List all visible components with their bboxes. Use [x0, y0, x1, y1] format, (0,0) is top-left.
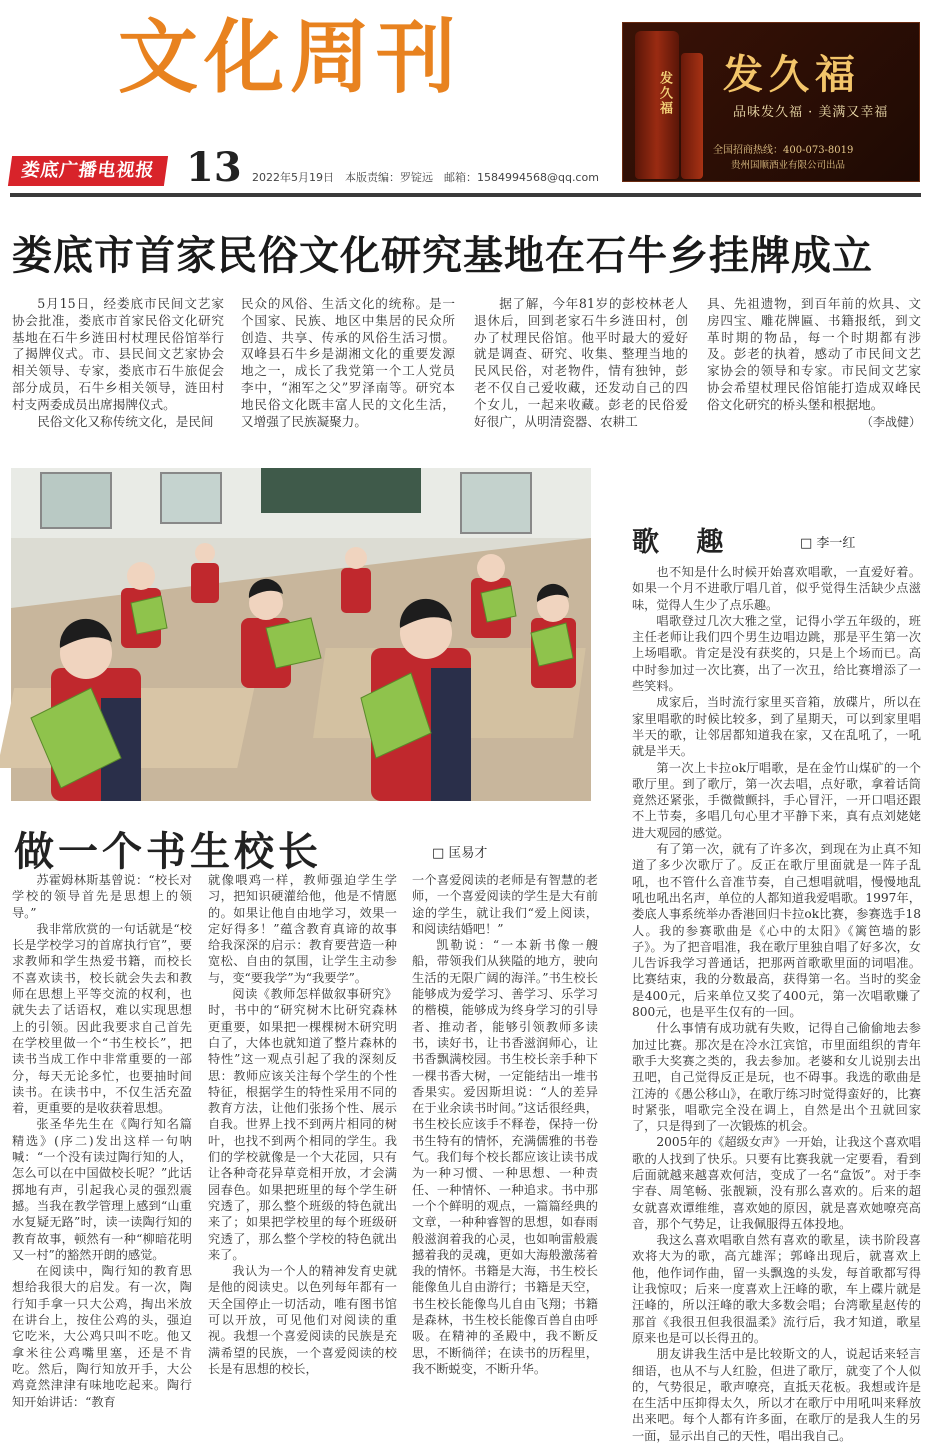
paragraph: 据了解，今年81岁的彭校林老人退休后，回到老家石牛乡涟田村，创办了杖理民俗馆。他平时最大的爱好就是调查、研究、收集、整理当地的民风民俗，对老物件，情有独钟，彭老不仅自己爱收藏，还发动自己的四个女儿，一起来收藏。彭老的民俗爱好很广，从明清瓷器、农耕工 [474, 296, 688, 429]
paragraph: 我认为一个人的精神发育史就是他的阅读史。以色列每年都有一天全国停止一切活动，唯有图书馆可以开放，可见他们对阅读的重视。我想一个喜爱阅读的民族是充满希望的民族，一个喜爱阅读的校长是有思想的校长， [208, 1264, 397, 1376]
article3-body [632, 564, 921, 1444]
paragraph: 一个喜爱阅读的老师是有智慧的老师，一个喜爱阅读的学生是大有前途的学生，就让我们“爱上阅读，和阅读结婚吧！” [412, 873, 598, 936]
paragraph: 第一次上卡拉ok厅唱歌，是在金竹山煤矿的一个歌厅里。到了歌厅，第一次去唱，点好歌，拿着话筒竟然还紧张，手微微颤抖，手心冒汗，一开口唱还跟不上节奏，多唱几句心里才平静下来，真有点刘姥姥进大观园的感觉。 [632, 760, 921, 840]
paragraph: 我非常欣赏的一句话就是“校长是学校学习的首席执行官”，要求教师和学生热爱书籍，而校长不喜欢读书，校长就会失去和教师在思想上平等交流的权利，也就失去了话语权，难以实现思想上的引领。因此我要求自己首先在学校里做一个“书生校长”，把读书当成工作中非常重要的一部分，每天无论多忙，也要抽时间读书。在读书中，不仅生活充盈着，更重要的是收获着思想。 [12, 921, 192, 1116]
paragraph: 我这么喜欢唱歌自然有喜欢的歌星，读书阶段喜欢将大为的歌，高亢雄浑；郭峰出现后，就喜欢上他，他作词作曲，留一头飘逸的头发，每首歌都写得让我惊叹；后来一度喜欢上汪峰的歌，车上碟片就是汪峰的，所以汪峰的歌大多数会唱；台湾歌星赵传的那首《我很丑但我很温柔》流行后，我才知道，歌星原来也是可以长得丑的。 [632, 1233, 921, 1345]
paragraph: 朋友讲我生活中是比较斯文的人，说起话来轻言细语，也从不与人红脸，但进了歌厅，就变了个人似的，气势很足，歌声嘹亮，直抵天花板。我想或许是在生活中压抑得太久，所以才在歌厅中用吼叫来释放出来吧。每个人都有许多面，在歌厅的是我人生的另一面，显示出自己的天性，唱出我自己。 [632, 1347, 921, 1443]
article2-title: 做一个书生校长 [14, 829, 322, 875]
paragraph: 在阅读中，陶行知的教育思想给我很大的启发。有一次，陶行知手拿一只大公鸡，掏出米放在讲台上，按住公鸡的头，强迫它吃米，大公鸡只叫不吃。他又拿米往公鸡嘴里塞，还是不肯吃。然后，陶行知放开手，大公鸡竟然津津有味地吃起来。陶行知开始讲话：“教育 [12, 1264, 192, 1409]
paragraph: 就像喂鸡一样，教师强迫学生学习，把知识硬灌给他，他是不情愿的。如果让他自由地学习，效果一定好得多！”蕴含教育真谛的故事给我深深的启示：教育要营造一种宽松、自由的氛围，让学生主动参与，变“要我学”为“我要学”。 [208, 873, 397, 985]
article1-author: （李战健） [860, 414, 921, 429]
article2-column-2 [208, 872, 397, 1377]
page-info: 2022年5月19日 本版责编：罗锭远 邮箱：1584994568@qq.com [252, 171, 599, 184]
ad-company: 贵州国顺酒业有限公司出品 [731, 160, 846, 171]
article1-column-3 [474, 296, 688, 430]
paragraph: 具、先祖遗物，到百年前的炊具、文房四宝、雕花牌匾、书籍报纸，到文革时期的物品，每一个时期都有涉及。彭老的执着，感动了市民间文艺家协会的领导和专家。市民间文艺家协会希望杖理民俗馆能打造成双峰民俗文化研究的桥头堡和根据地。 [707, 296, 921, 412]
article3-title: 歌 趣 [632, 527, 738, 558]
paragraph: 民众的风俗、生活文化的统称。是一个国家、民族、地区中集居的民众所创造、共享、传承的风俗生活习惯。双峰县石牛乡是湖湘文化的重要发源地之一，成长了我党第一个工人党员李中，“湘军之父”罗泽南等。研究本地民俗文化既丰富人民的文化生活，又增强了民族凝聚力。 [241, 296, 455, 429]
advertisement[interactable] [622, 22, 920, 182]
paragraph: 2005年的《超级女声》一开始，让我这个喜欢唱歌的人找到了快乐。只要有比赛我就一定要看，看到后面就越来越喜欢何洁，变成了一名“盒饭”。对于李宇春、周笔畅、张靓颖，没有那么喜欢的。后来的超女就喜欢谭维维，喜欢她的原因，就是喜欢她嘹亮高音，那个气势足，让我佩服得五体投地。 [632, 1135, 921, 1231]
header-rule [10, 193, 921, 197]
paper-name-badge: 娄底广播电视报 [8, 156, 168, 186]
paragraph: 民俗文化又称传统文化，是民间 [37, 413, 214, 429]
paragraph: 也不知是什么时候开始喜欢唱歌，一直爱好着。如果一个月不进歌厅唱几首，似乎觉得生活缺少点滋味，觉得人生少了点乐趣。 [632, 565, 921, 612]
article3-author: □ 李一红 [800, 536, 856, 551]
article1-column-1 [12, 296, 224, 430]
ad-slogan: 品味发久福 · 美满又幸福 [733, 105, 889, 120]
ad-brand: 发久福 [723, 51, 861, 98]
article2-author: □ 匡易才 [432, 846, 488, 861]
paragraph: 凯勒说：“一本新书像一艘船，带领我们从狭隘的地方，驶向生活的无限广阔的海洋。”书生校长能够成为爱学习、善学习、乐学习的楷模，能够成为终身学习的引导者、推动者，能够引领教师多读书，读好书，让书香滋润师心，让书香飘满校园。书生校长亲手种下一棵书香大树，一定能结出一堆书香果实。爱因斯坦说：“人的差异在于业余读书时间。”这话很经典，书生校长应该手不释卷，保持一份书生特有的情怀，充满儒雅的书卷气。我们每个校长都应该让读书成为一种习惯、一种思想、一种责任、一种情怀、一种追求。书中那一个个鲜明的观点，一篇篇经典的文章，一种种睿智的思想，如春雨般滋润着我的心灵，也如响雷般震撼着我的灵魂，更如大海般激荡着我的情怀。书籍是大海，书生校长能像鱼儿自由游行；书籍是天空，书生校长能像鸟儿自由飞翔；书籍是森林，书生校长能像百兽自由呼吸。在精神的圣殿中，我不断反思，不断徜徉；在读书的历程里，我不断蜕变，不断升华。 [412, 938, 598, 1376]
ad-bottle-image-2 [681, 53, 703, 179]
article1-column-2 [241, 296, 455, 430]
paragraph: 有了第一次，就有了许多次，到现在为止真不知道了多少次歌厅了。反正在歌厅里面就是一阵子乱吼，也不管什么音准节奏，自己想唱就唱，慢慢地乱吼也吼出名声，单位的人都知道我爱唱歌。1997年，娄底人事系统举办香港回归卡拉ok比赛，参赛选手18人。我的参赛歌曲是《心中的太阳》《篱笆墙的影子》。为了把音唱准，我在歌厅里独自唱了好多次，女儿告诉我学习普通话，把那两首歌歌里面的词唱准。比赛结束，我的分数最高，获得第一名。当时的奖金是400元，后来单位又奖了400元，第一次唱歌赚了800元，也是平生仅有的一回。 [632, 842, 921, 1020]
page-number: 13 [186, 144, 242, 191]
paragraph: 5月15日，经娄底市民间文艺家协会批准，娄底市首家民俗文化研究基地在石牛乡涟田村杖理民俗馆举行了揭牌仪式。市、县民间文艺家协会相关领导、专家，娄底市石牛旅促会部分成员，石牛乡相关领导，涟田村村支两委成员出席揭牌仪式。 [12, 296, 224, 412]
paragraph: 苏霍姆林斯基曾说：“校长对学校的领导首先是思想上的领导。” [12, 873, 192, 920]
paragraph: 张圣华先生在《陶行知名篇精选》(序二)发出这样一句呐喊：“一个没有读过陶行知的人，怎么可以在中国做校长呢？”此话掷地有声，引起我心灵的强烈震撼。当我在教学管理上感到“山重水复疑无路”时，读一读陶行知的教育故事，顿然有一种“柳暗花明又一村”的豁然开朗的感觉。 [12, 1117, 192, 1262]
paragraph: 什么事情有成功就有失败，记得自己偷偷地去参加过比赛。那次是在冷水江宾馆，市里面组织的青年歌手大奖赛之类的，我去参加。老婆和女儿说别去出丑吧，自己觉得反正是玩，也不碍事。我选的歌曲是江涛的《愚公移山》，在歌厅练习时觉得蛮好的，比赛时紧张，唱歌完全没在调上，自然是出个丑就回家了，只是得到了一次锻炼的机会。 [632, 1021, 921, 1134]
paragraph: 阅读《教师怎样做叙事研究》时，书中的“研究树木比研究森林更重要，如果把一棵棵树木研究明白了，大体也就知道了整片森林的特性”这一观点引起了我的深刻反思：教师应该关注每个学生的个性特征，根据学生的特性采用不同的教育方法，让他们张扬个性、展示自我。世界上找不到两片相同的树叶，也找不到两个相同的学生。我们的学校就像是一个大花园，只有让各种奇花异草竞相开放，才会满园春色。如果把班里的每个学生研究透了，那么整个班级的特色就出来了；如果把学校里的每个班级研究透了，那么整个学校的特色就出来了。 [208, 987, 397, 1262]
article1-headline: 娄底市首家民俗文化研究基地在石牛乡挂牌成立 [12, 233, 873, 279]
masthead-title: 文化周刊 [118, 11, 462, 104]
ad-bottle-label: 发久福 [657, 71, 672, 116]
ad-phone: 全国招商热线：400-073-8019 [713, 145, 854, 156]
paragraph: 唱歌登过几次大雅之堂，记得小学五年级的，班主任老师让我们四个男生边唱边跳，那是平生第一次上场唱歌。肯定是没有获奖的，只是上个场而已。高中时参加过一次比赛，出了一次丑，给比赛增添了一些笑料。 [632, 613, 921, 694]
classroom-photo [11, 468, 591, 801]
article2-column-1 [12, 872, 192, 1410]
paragraph: 成家后，当时流行家里买音箱，放碟片，所以在家里唱歌的时候比较多，到了星期天，可以到家里唱半天的歌，让邻居都知道我在家，又在乱吼了，一吼就是半天。 [632, 695, 921, 759]
article2-column-3 [412, 872, 598, 1377]
ad-bottle-image [635, 31, 679, 179]
article1-column-4 [707, 296, 921, 430]
